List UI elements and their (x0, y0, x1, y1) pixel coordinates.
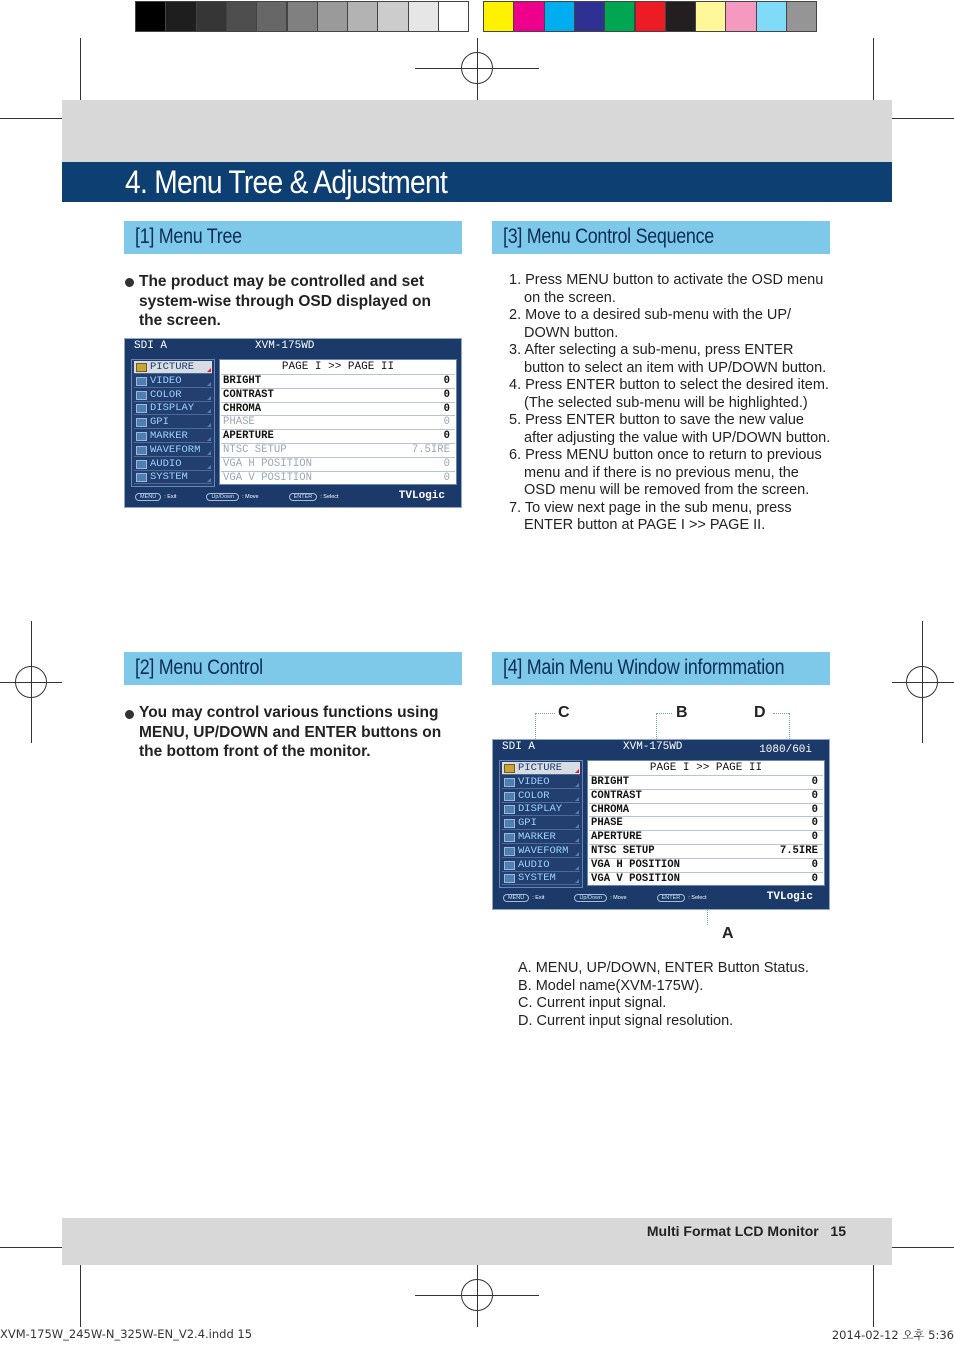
osd-menu-item (134, 402, 212, 415)
osd-menu-item-label: COLOR (518, 789, 550, 802)
submenu-arrow-icon (207, 368, 211, 372)
crop-mark (0, 118, 62, 119)
enter-button-action: : Select (688, 895, 707, 901)
osd-menu-item-label: WAVEFORM (150, 443, 201, 456)
menu-button-icon: MENU (135, 493, 161, 501)
osd-menu-item-label: MARKER (150, 430, 188, 442)
osd-menu-list (499, 760, 583, 888)
osd-menu-item (502, 859, 580, 872)
step-item: 5. Press ENTER button to save the new value after adjusting the value with UP/DOWN button. (509, 412, 831, 446)
main-menu-legend (518, 960, 809, 1031)
enter-button-icon: ENTER (289, 493, 318, 501)
legend-item: C. Current input signal. (518, 995, 667, 1012)
osd-setting-label: CONTRAST (591, 789, 642, 802)
submenu-arrow-icon (575, 824, 579, 828)
header-band (62, 100, 892, 162)
osd-menu-item-label: VIDEO (518, 775, 550, 788)
callout-leader (773, 713, 789, 714)
osd-menu-item (134, 361, 212, 374)
osd-setting-row (589, 803, 823, 817)
osd-setting-row (221, 374, 455, 388)
osd-setting-label: NTSC SETUP (223, 444, 287, 456)
submenu-arrow-icon (207, 382, 211, 386)
submenu-arrow-icon (207, 478, 211, 482)
updown-button-action: : Move (610, 895, 627, 901)
color-swatch (604, 1, 635, 32)
registration-mark (15, 666, 47, 698)
menu-item-icon (504, 778, 515, 787)
osd-menu-item-label: DISPLAY (518, 803, 563, 816)
osd-setting-label: VGA H POSITION (223, 457, 313, 470)
section-heading-menu-control (124, 652, 462, 685)
step-item: 3. After selecting a sub-menu, press ENTER button to select an item with UP/DOWN button. (509, 342, 827, 376)
enter-button-action: : Select (320, 494, 339, 500)
callout-leader (535, 713, 555, 714)
osd-setting-label: PHASE (591, 817, 623, 830)
menu-item-icon (504, 861, 515, 870)
osd-setting-value: 0 (811, 831, 818, 844)
osd-setting-value: 0 (443, 375, 450, 387)
crop-mark (892, 1247, 954, 1248)
osd-setting-label: BRIGHT (591, 776, 630, 788)
submenu-arrow-icon (207, 451, 211, 455)
osd-setting-label: VGA H POSITION (591, 858, 681, 871)
osd-screen-main-menu (492, 739, 830, 910)
menu-item-icon (136, 377, 147, 386)
registration-mark (461, 52, 493, 84)
menu-button-icon: MENU (503, 894, 529, 902)
color-swatch (256, 1, 287, 32)
step-item: 1. Press MENU button to activate the OSD menu on the screen. (509, 272, 824, 306)
color-swatch (287, 1, 318, 32)
enter-button-icon: ENTER (657, 894, 686, 902)
color-swatch (756, 1, 787, 32)
osd-setting-value: 0 (443, 402, 450, 415)
osd-model-name: XVM-175WD (255, 340, 315, 352)
osd-setting-value: 0 (443, 388, 450, 401)
submenu-arrow-icon (575, 879, 579, 883)
step-item: 7. To view next page in the sub menu, press ENTER button at PAGE I >> PAGE II. (509, 499, 792, 533)
section-heading-text: [2] Menu Control (135, 656, 263, 679)
osd-setting-value: 7.5IRE (779, 845, 818, 857)
osd-setting-label: NTSC SETUP (591, 845, 655, 857)
osd-setting-label: APERTURE (223, 430, 274, 443)
submenu-arrow-icon (207, 465, 211, 469)
osd-brand-logo: TVLogic (766, 891, 813, 903)
color-swatch (377, 1, 408, 32)
menu-item-icon (504, 819, 515, 828)
color-swatch (665, 1, 696, 32)
osd-setting-row (221, 429, 455, 443)
osd-setting-row (221, 457, 455, 471)
osd-page-header: PAGE I >> PAGE II (649, 762, 763, 774)
menu-item-icon (136, 432, 147, 441)
osd-setting-row (589, 816, 823, 830)
menu-control-description: You may control various functions using MENU, UP/DOWN and ENTER buttons on the bottom front of the monitor. (139, 704, 442, 760)
osd-setting-value: 0 (443, 416, 450, 429)
menu-item-icon (136, 391, 147, 400)
bullet-icon (125, 710, 134, 719)
osd-setting-row (589, 830, 823, 844)
osd-button-status (135, 493, 339, 501)
section-heading-control-sequence (492, 221, 830, 254)
callout-c: C (558, 704, 570, 721)
submenu-arrow-icon (575, 797, 579, 801)
osd-menu-item-label: AUDIO (518, 858, 550, 871)
step-item: 2. Move to a desired sub-menu with the UP/ DOWN button. (509, 307, 792, 341)
osd-menu-item (502, 831, 580, 844)
osd-menu-item (134, 444, 212, 457)
osd-setting-value: 0 (443, 471, 450, 484)
crop-mark (80, 1265, 81, 1327)
osd-menu-item (134, 416, 212, 429)
submenu-arrow-icon (207, 423, 211, 427)
osd-menu-item-label: MARKER (518, 831, 556, 843)
osd-menu-item-label: SYSTEM (518, 872, 556, 885)
color-swatch (408, 1, 439, 32)
osd-menu-item-label: WAVEFORM (518, 844, 569, 857)
osd-setting-label: CONTRAST (223, 388, 274, 401)
slug-date: 2014-02-12 오후 5:36 (831, 1328, 954, 1342)
menu-item-icon (136, 418, 147, 427)
osd-input-signal: SDI A (502, 741, 536, 753)
color-swatch (695, 1, 726, 32)
section-heading-text: [3] Menu Control Sequence (503, 225, 714, 248)
submenu-arrow-icon (207, 409, 211, 413)
osd-setting-label: VGA V POSITION (223, 471, 313, 484)
legend-item: A. MENU, UP/DOWN, ENTER Button Status. (518, 960, 809, 976)
submenu-arrow-icon (575, 810, 579, 814)
callout-d: D (754, 704, 766, 721)
osd-menu-item (502, 803, 580, 816)
osd-menu-list (131, 359, 215, 487)
legend-item: D. Current input signal resolution. (518, 1013, 734, 1030)
osd-setting-value: 0 (811, 789, 818, 802)
osd-menu-item-label: AUDIO (150, 457, 182, 470)
color-swatch (574, 1, 605, 32)
legend-item: B. Model name(XVM-175W). (518, 977, 704, 994)
submenu-arrow-icon (575, 852, 579, 856)
color-swatch (196, 1, 227, 32)
osd-setting-label: PHASE (223, 416, 255, 429)
osd-menu-item (502, 817, 580, 830)
osd-menu-item-label: GPI (150, 416, 169, 429)
osd-button-status (503, 894, 707, 902)
crop-mark (873, 38, 874, 100)
osd-page-header: PAGE I >> PAGE II (281, 361, 395, 373)
osd-settings-panel (219, 359, 457, 485)
osd-setting-row (221, 402, 455, 416)
menu-item-icon (504, 847, 515, 856)
osd-settings-panel (587, 760, 825, 886)
section-heading-main-menu-info (492, 652, 830, 685)
osd-menu-item (502, 776, 580, 789)
footer-label (647, 1223, 846, 1239)
submenu-arrow-icon (575, 866, 579, 870)
color-swatch (513, 1, 544, 32)
menu-item-icon (504, 805, 515, 814)
updown-button-action: : Move (242, 494, 259, 500)
crop-mark (80, 38, 81, 100)
osd-setting-row (589, 872, 823, 886)
osd-menu-item-label: DISPLAY (150, 402, 195, 415)
osd-setting-value: 0 (811, 858, 818, 871)
step-item: 4. Press ENTER button to select the desired item. (The selected sub-menu will be highlighted.) (509, 377, 829, 411)
callout-a: A (722, 925, 734, 942)
osd-setting-row (221, 415, 455, 429)
osd-setting-value: 7.5IRE (411, 444, 450, 456)
crop-mark (892, 118, 954, 119)
osd-menu-item (502, 762, 580, 775)
section-heading-menu-tree (124, 221, 462, 254)
osd-resolution: 1080/60i (759, 744, 812, 756)
osd-setting-value: 0 (811, 803, 818, 816)
osd-setting-row (589, 789, 823, 803)
menu-button-action: : Exit (532, 895, 545, 901)
registration-mark (906, 666, 938, 698)
osd-menu-item-label: COLOR (150, 388, 182, 401)
footer-page-number: 15 (830, 1223, 846, 1239)
osd-setting-row (221, 388, 455, 402)
color-swatch (226, 1, 257, 32)
menu-item-icon (136, 363, 147, 372)
menu-item-icon (136, 473, 147, 482)
osd-setting-row (589, 844, 823, 858)
color-swatch (544, 1, 575, 32)
menu-tree-description: The product may be controlled and set system-wise through OSD displayed on the screen. (139, 273, 431, 329)
section-heading-text: [1] Menu Tree (135, 225, 242, 248)
callout-leader (656, 713, 672, 714)
osd-setting-row (589, 858, 823, 872)
osd-setting-row (589, 775, 823, 789)
step-item: 6. Press MENU button once to return to previous menu and if there is no previous menu, the OSD menu will be removed from the screen. (509, 447, 822, 498)
submenu-arrow-icon (207, 437, 211, 441)
osd-menu-item (134, 375, 212, 388)
osd-setting-label: VGA V POSITION (591, 872, 681, 885)
slug-file: XVM-175W_245W-N_325W-EN_V2.4.indd 15 (0, 1327, 253, 1341)
osd-setting-value: 0 (443, 457, 450, 470)
color-swatch (725, 1, 756, 32)
menu-item-icon (504, 874, 515, 883)
osd-setting-label: BRIGHT (223, 375, 262, 387)
osd-menu-item (134, 458, 212, 471)
osd-setting-row (221, 443, 455, 457)
color-swatch (786, 1, 817, 32)
registration-mark (461, 1279, 493, 1311)
osd-setting-label: APERTURE (591, 831, 642, 844)
menu-item-icon (504, 764, 515, 773)
osd-menu-item (134, 389, 212, 402)
osd-setting-value: 0 (443, 430, 450, 443)
osd-setting-value: 0 (811, 817, 818, 830)
osd-menu-item (502, 790, 580, 803)
color-swatch (438, 1, 469, 32)
bullet-icon (125, 278, 134, 287)
osd-menu-item-label: PICTURE (518, 762, 563, 774)
osd-brand-logo: TVLogic (398, 490, 445, 502)
submenu-arrow-icon (575, 838, 579, 842)
control-sequence-steps (509, 272, 831, 535)
menu-item-icon (136, 460, 147, 469)
updown-button-icon: Up/Down (206, 493, 239, 501)
menu-item-icon (504, 792, 515, 801)
osd-menu-item (134, 471, 212, 484)
osd-menu-item (502, 872, 580, 885)
footer-product: Multi Format LCD Monitor (646, 1223, 819, 1239)
callout-b: B (676, 704, 688, 721)
submenu-arrow-icon (207, 396, 211, 400)
color-swatch (483, 1, 514, 32)
osd-input-signal: SDI A (134, 340, 168, 352)
osd-setting-value: 0 (811, 872, 818, 885)
osd-setting-row (221, 471, 455, 485)
crop-mark (0, 1247, 62, 1248)
color-swatch (317, 1, 348, 32)
updown-button-icon: Up/Down (574, 894, 607, 902)
color-swatch (165, 1, 196, 32)
osd-setting-label: CHROMA (223, 402, 262, 415)
color-swatch (635, 1, 666, 32)
osd-setting-label: CHROMA (591, 803, 630, 816)
osd-menu-item-label: GPI (518, 817, 537, 830)
color-swatch (347, 1, 378, 32)
menu-item-icon (136, 404, 147, 413)
osd-menu-item-label: VIDEO (150, 374, 182, 387)
submenu-arrow-icon (575, 769, 579, 773)
menu-item-icon (136, 446, 147, 455)
menu-item-icon (504, 833, 515, 842)
osd-screen-menu-tree (124, 338, 462, 508)
submenu-arrow-icon (575, 783, 579, 787)
page-title: 4. Menu Tree & Adjustment (125, 164, 448, 200)
osd-menu-item-label: SYSTEM (150, 471, 188, 484)
osd-setting-value: 0 (811, 776, 818, 788)
osd-menu-item (134, 430, 212, 443)
osd-model-name: XVM-175WD (623, 741, 683, 753)
crop-mark (873, 1265, 874, 1327)
color-swatch (135, 1, 166, 32)
osd-menu-item (502, 845, 580, 858)
section-heading-text: [4] Main Menu Window informmation (503, 656, 785, 679)
menu-button-action: : Exit (164, 494, 177, 500)
osd-menu-item-label: PICTURE (150, 361, 195, 373)
